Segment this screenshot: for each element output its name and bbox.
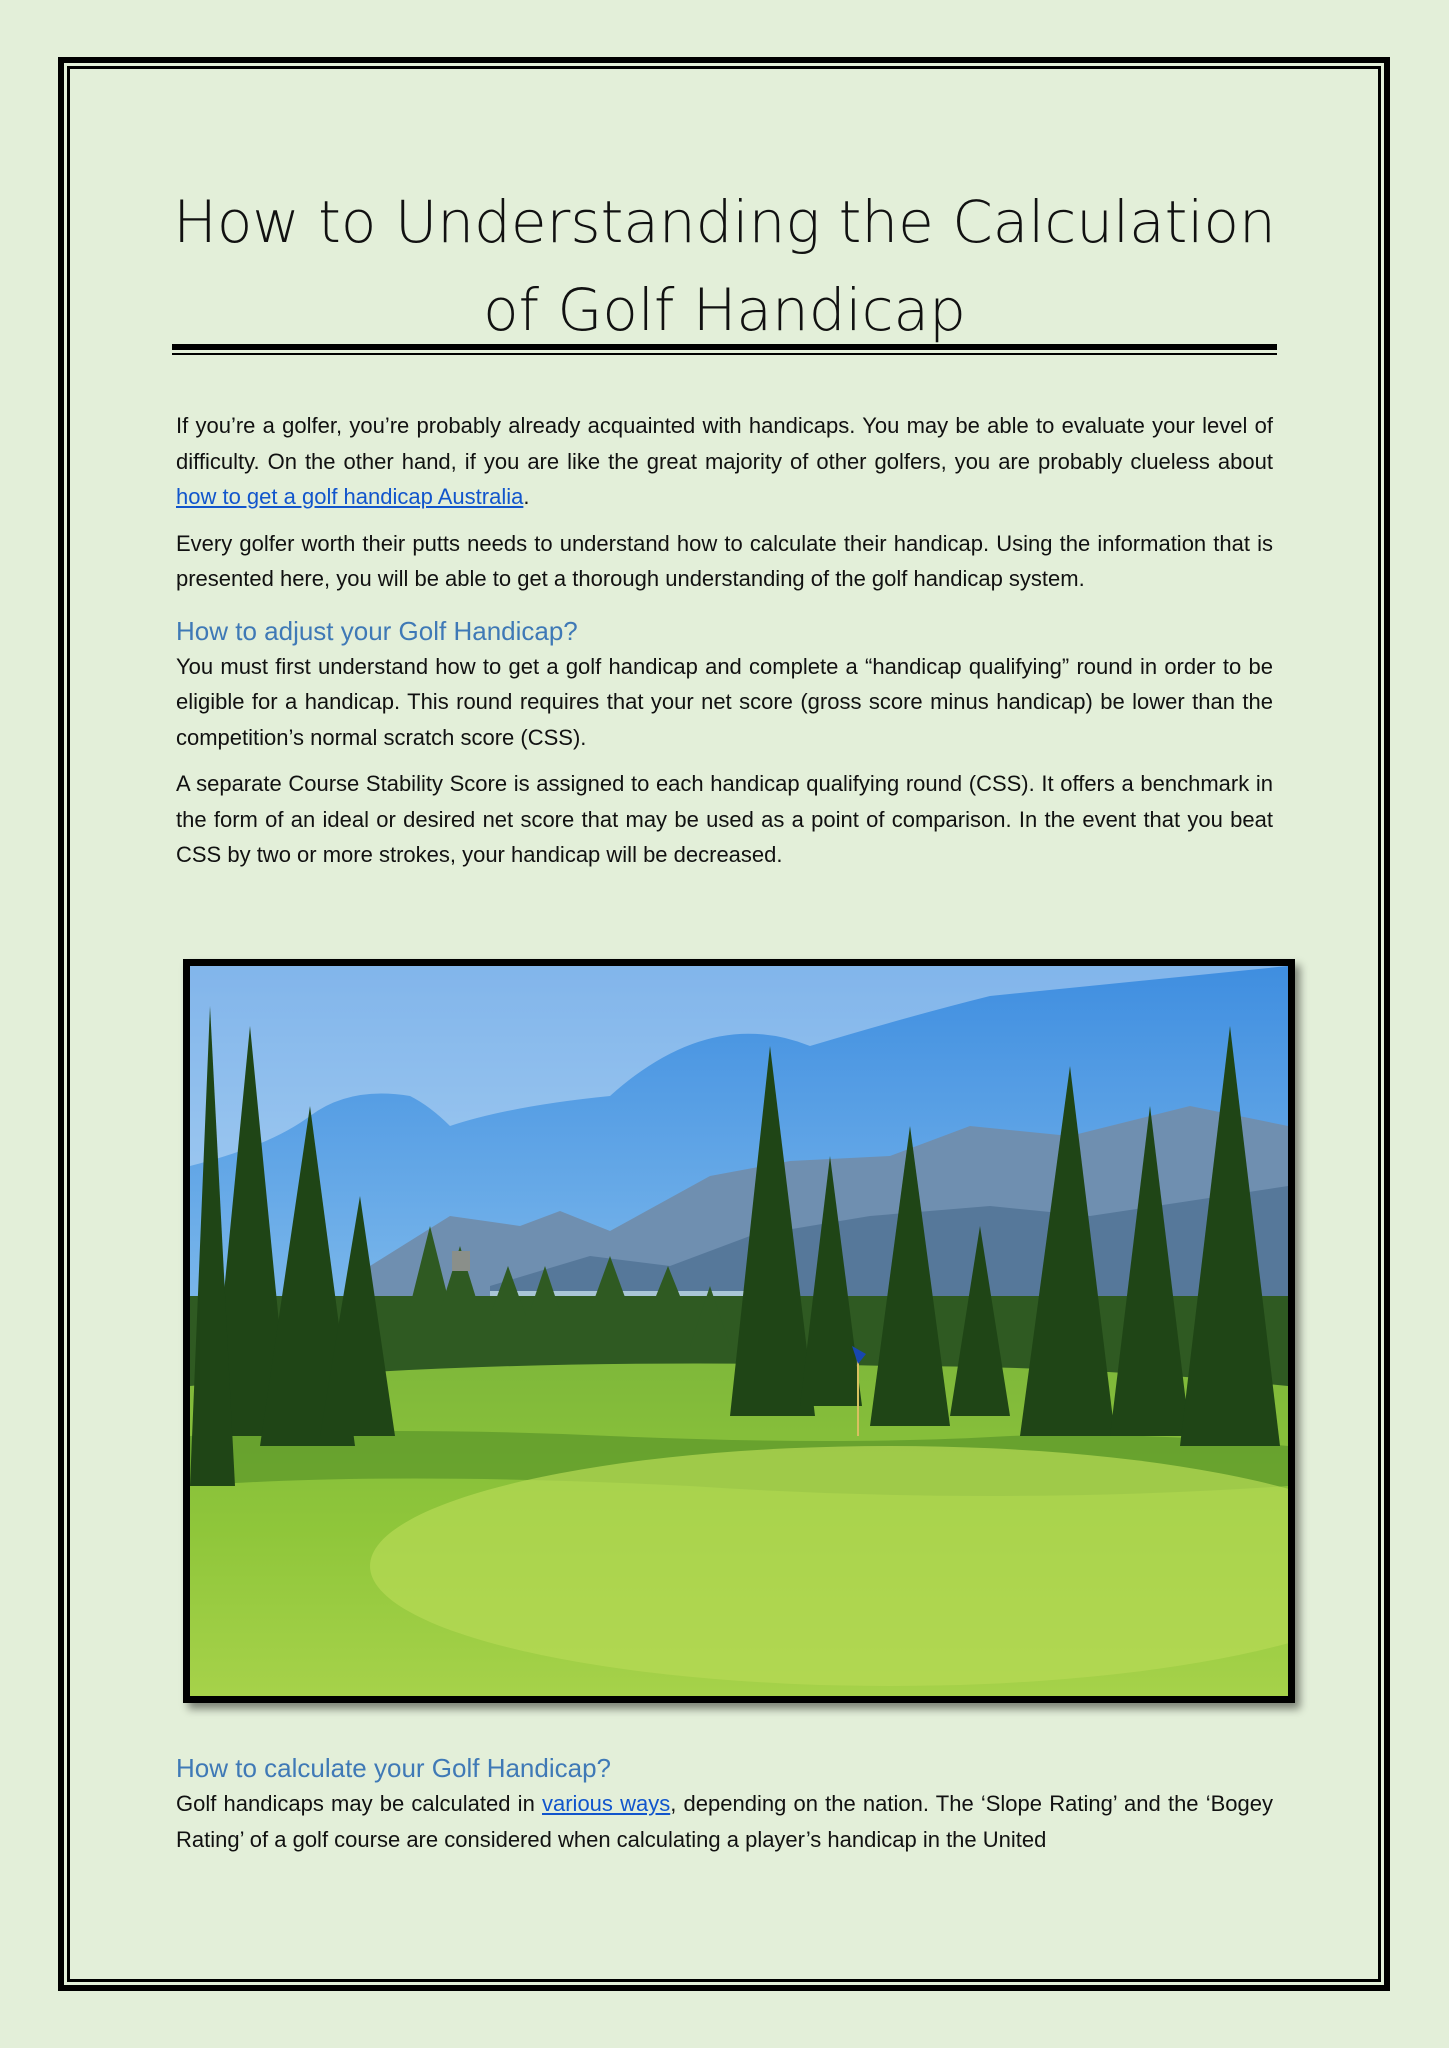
adjust-paragraph-1: You must first understand how to get a golf handicap and complete a “handicap qualifying” round in order to be eligible for a handicap. This round requires that your net score (gross score minus handicap) be lower than the competition’s normal scratch score (CSS).	[176, 653, 1273, 750]
section-heading-adjust: How to adjust your Golf Handicap?	[176, 615, 578, 646]
intro-paragraph-1-text: If you’re a golfer, you’re probably already acquainted with handicaps. You may be able to evaluate your level of difficulty. On the other hand, if you are like the great majority of other golfers, you are probably clueless about	[176, 413, 1273, 474]
adjust-paragraph-2: A separate Course Stability Score is assigned to each handicap qualifying round (CSS). It offers a benchmark in the form of an ideal or desired net score that may be used as a point of comparison. In the event that you beat CSS by two or more strokes, your handicap will be decreased.	[176, 771, 1273, 867]
golf-course-photo	[183, 959, 1295, 1703]
golf-course-illustration	[190, 966, 1288, 1696]
main-content	[176, 408, 1273, 884]
calculate-paragraph-1	[176, 1786, 1273, 1857]
intro-paragraph-1	[176, 408, 1273, 515]
document-title: How to Understanding the Calculation of Golf Handicap	[173, 188, 1276, 344]
intro-paragraph-2: Every golfer worth their putts needs to understand how to calculate their handicap. Using the information that is presented here, you will be able to get a thorough understanding of the golf handicap system.	[176, 530, 1273, 591]
title-divider	[172, 344, 1277, 355]
calculate-paragraph-1-text: Golf handicaps may be calculated in	[176, 1791, 542, 1816]
section-heading-calculate: How to calculate your Golf Handicap?	[176, 1753, 612, 1783]
various-ways-link[interactable]: various ways	[542, 1791, 671, 1816]
intro-paragraph-1-end: .	[523, 484, 530, 509]
calculate-section	[176, 1750, 1273, 1868]
calculate-paragraph-1-end: , depending on the nation. The ‘Slope Rating’ and the ‘Bogey Rating’ of a golf course are considered when calculating a player’s handicap in the United	[176, 1791, 1273, 1852]
golf-handicap-australia-link[interactable]: how to get a golf handicap Australia	[176, 484, 524, 509]
